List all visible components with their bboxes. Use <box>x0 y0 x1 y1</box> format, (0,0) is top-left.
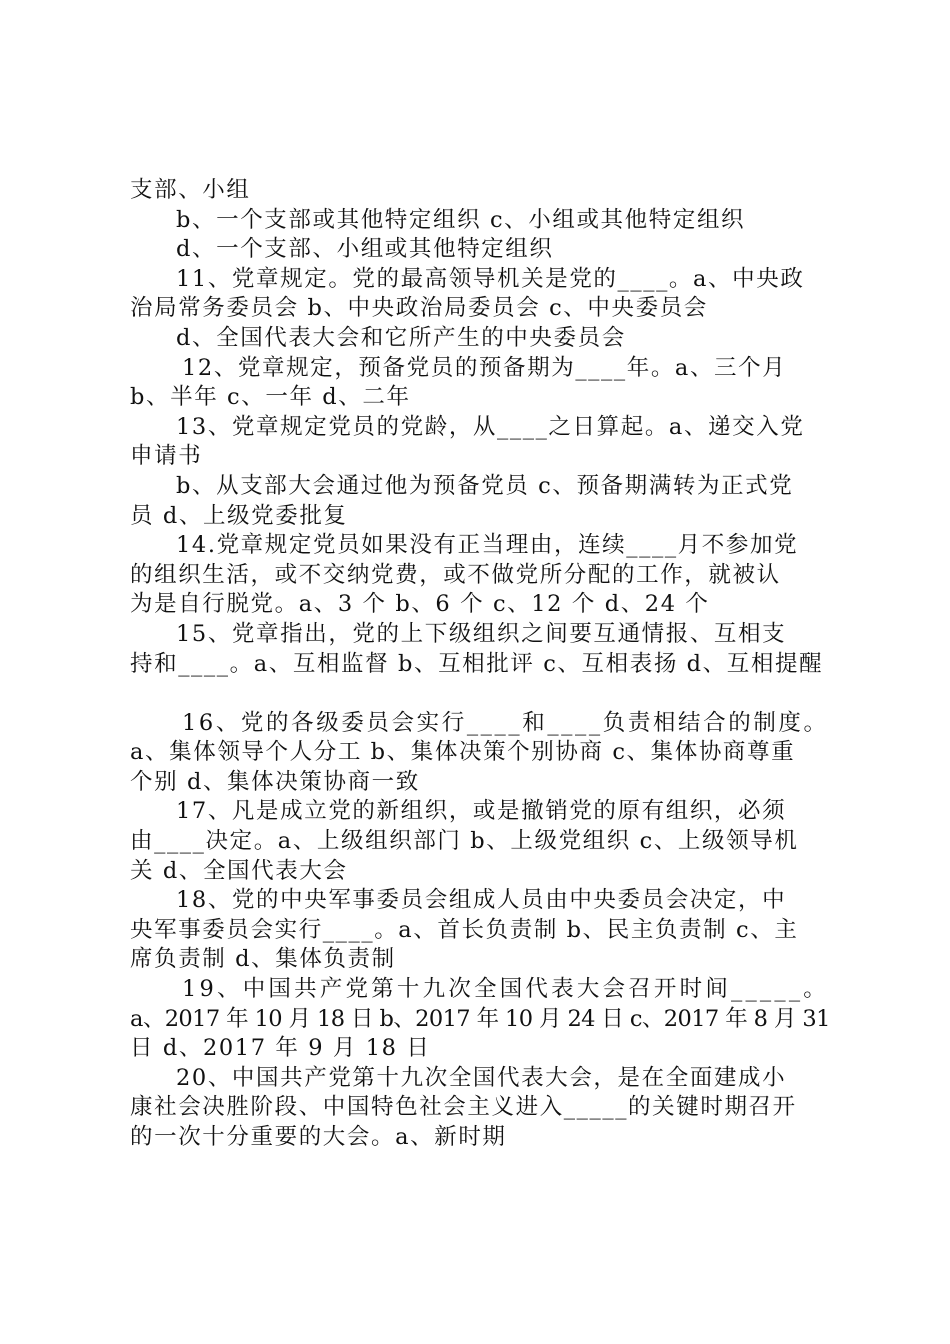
document-body <box>130 176 830 1153</box>
text-line: 员 d、上级党委批复 <box>130 502 348 529</box>
question-12: 12、党章规定，预备党员的预备期为____年。a、三个月 <box>182 354 787 381</box>
text-line: b、半年 c、一年 d、二年 <box>130 384 411 411</box>
text-line: 央军事委员会实行____。a、首长负责制 b、民主负责制 c、主 <box>130 916 799 943</box>
text-line: a、2017 年 10 月 18 日 b、2017 年 10 月 24 日 c、2017 年 8 月 31 <box>130 1005 830 1032</box>
text-line: b、一个支部或其他特定组织 c、小组或其他特定组织 <box>176 206 746 233</box>
question-19: 19、中国共产党第十九次全国代表大会召开时间_____。 <box>182 976 829 1003</box>
text-line: d、全国代表大会和它所产生的中央委员会 <box>176 324 626 351</box>
text-line: 的一次十分重要的大会。a、新时期 <box>130 1124 507 1150</box>
question-17: 17、凡是成立党的新组织，或是撤销党的原有组织，必须 <box>176 798 787 825</box>
text-line: 治局常务委员会 b、中央政治局委员会 c、中央委员会 <box>130 295 708 322</box>
text-line: a、集体领导个人分工 b、集体决策个别协商 c、集体协商尊重 <box>130 739 796 766</box>
text-line: 关 d、全国代表大会 <box>130 857 348 884</box>
question-15: 15、党章指出，党的上下级组织之间要互通情报、互相支 <box>176 620 787 647</box>
question-13: 13、党章规定党员的党龄，从____之日算起。a、递交入党 <box>176 413 805 440</box>
text-line: b、从支部大会通过他为预备党员 c、预备期满转为正式党 <box>176 472 794 499</box>
text-line: 的组织生活，或不交纳党费，或不做党所分配的工作，就被认 <box>130 561 781 588</box>
question-14: 14.党章规定党员如果没有正当理由，连续____月不参加党 <box>176 532 799 559</box>
text-line: 日 d、2017 年 9 月 18 日 <box>130 1035 431 1062</box>
text-line: 申请书 <box>130 443 203 470</box>
question-11: 11、党章规定。党的最高领导机关是党的____。a、中央政 <box>176 265 805 292</box>
question-18: 18、党的中央军事委员会组成人员由中央委员会决定，中 <box>176 887 787 914</box>
blank-line <box>130 679 830 709</box>
text-line: d、一个支部、小组或其他特定组织 <box>176 236 554 263</box>
text-line: 由____决定。a、上级组织部门 b、上级党组织 c、上级领导机 <box>130 828 799 855</box>
text-line: 持和____。a、互相监督 b、互相批评 c、互相表扬 d、互相提醒 <box>130 650 824 677</box>
text-line: 支部、小组 <box>130 177 251 203</box>
question-20: 20、中国共产党第十九次全国代表大会，是在全面建成小 <box>176 1064 787 1091</box>
text-line: 席负责制 d、集体负责制 <box>130 946 396 973</box>
text-line: 个别 d、集体决策协商一致 <box>130 768 420 795</box>
question-16: 16、党的各级委员会实行____和____负责相结合的制度。 <box>182 709 829 736</box>
text-line: 康社会决胜阶段、中国特色社会主义进入_____的关键时期召开 <box>130 1094 797 1121</box>
text-line: 为是自行脱党。a、3 个 b、6 个 c、12 个 d、24 个 <box>130 591 710 618</box>
